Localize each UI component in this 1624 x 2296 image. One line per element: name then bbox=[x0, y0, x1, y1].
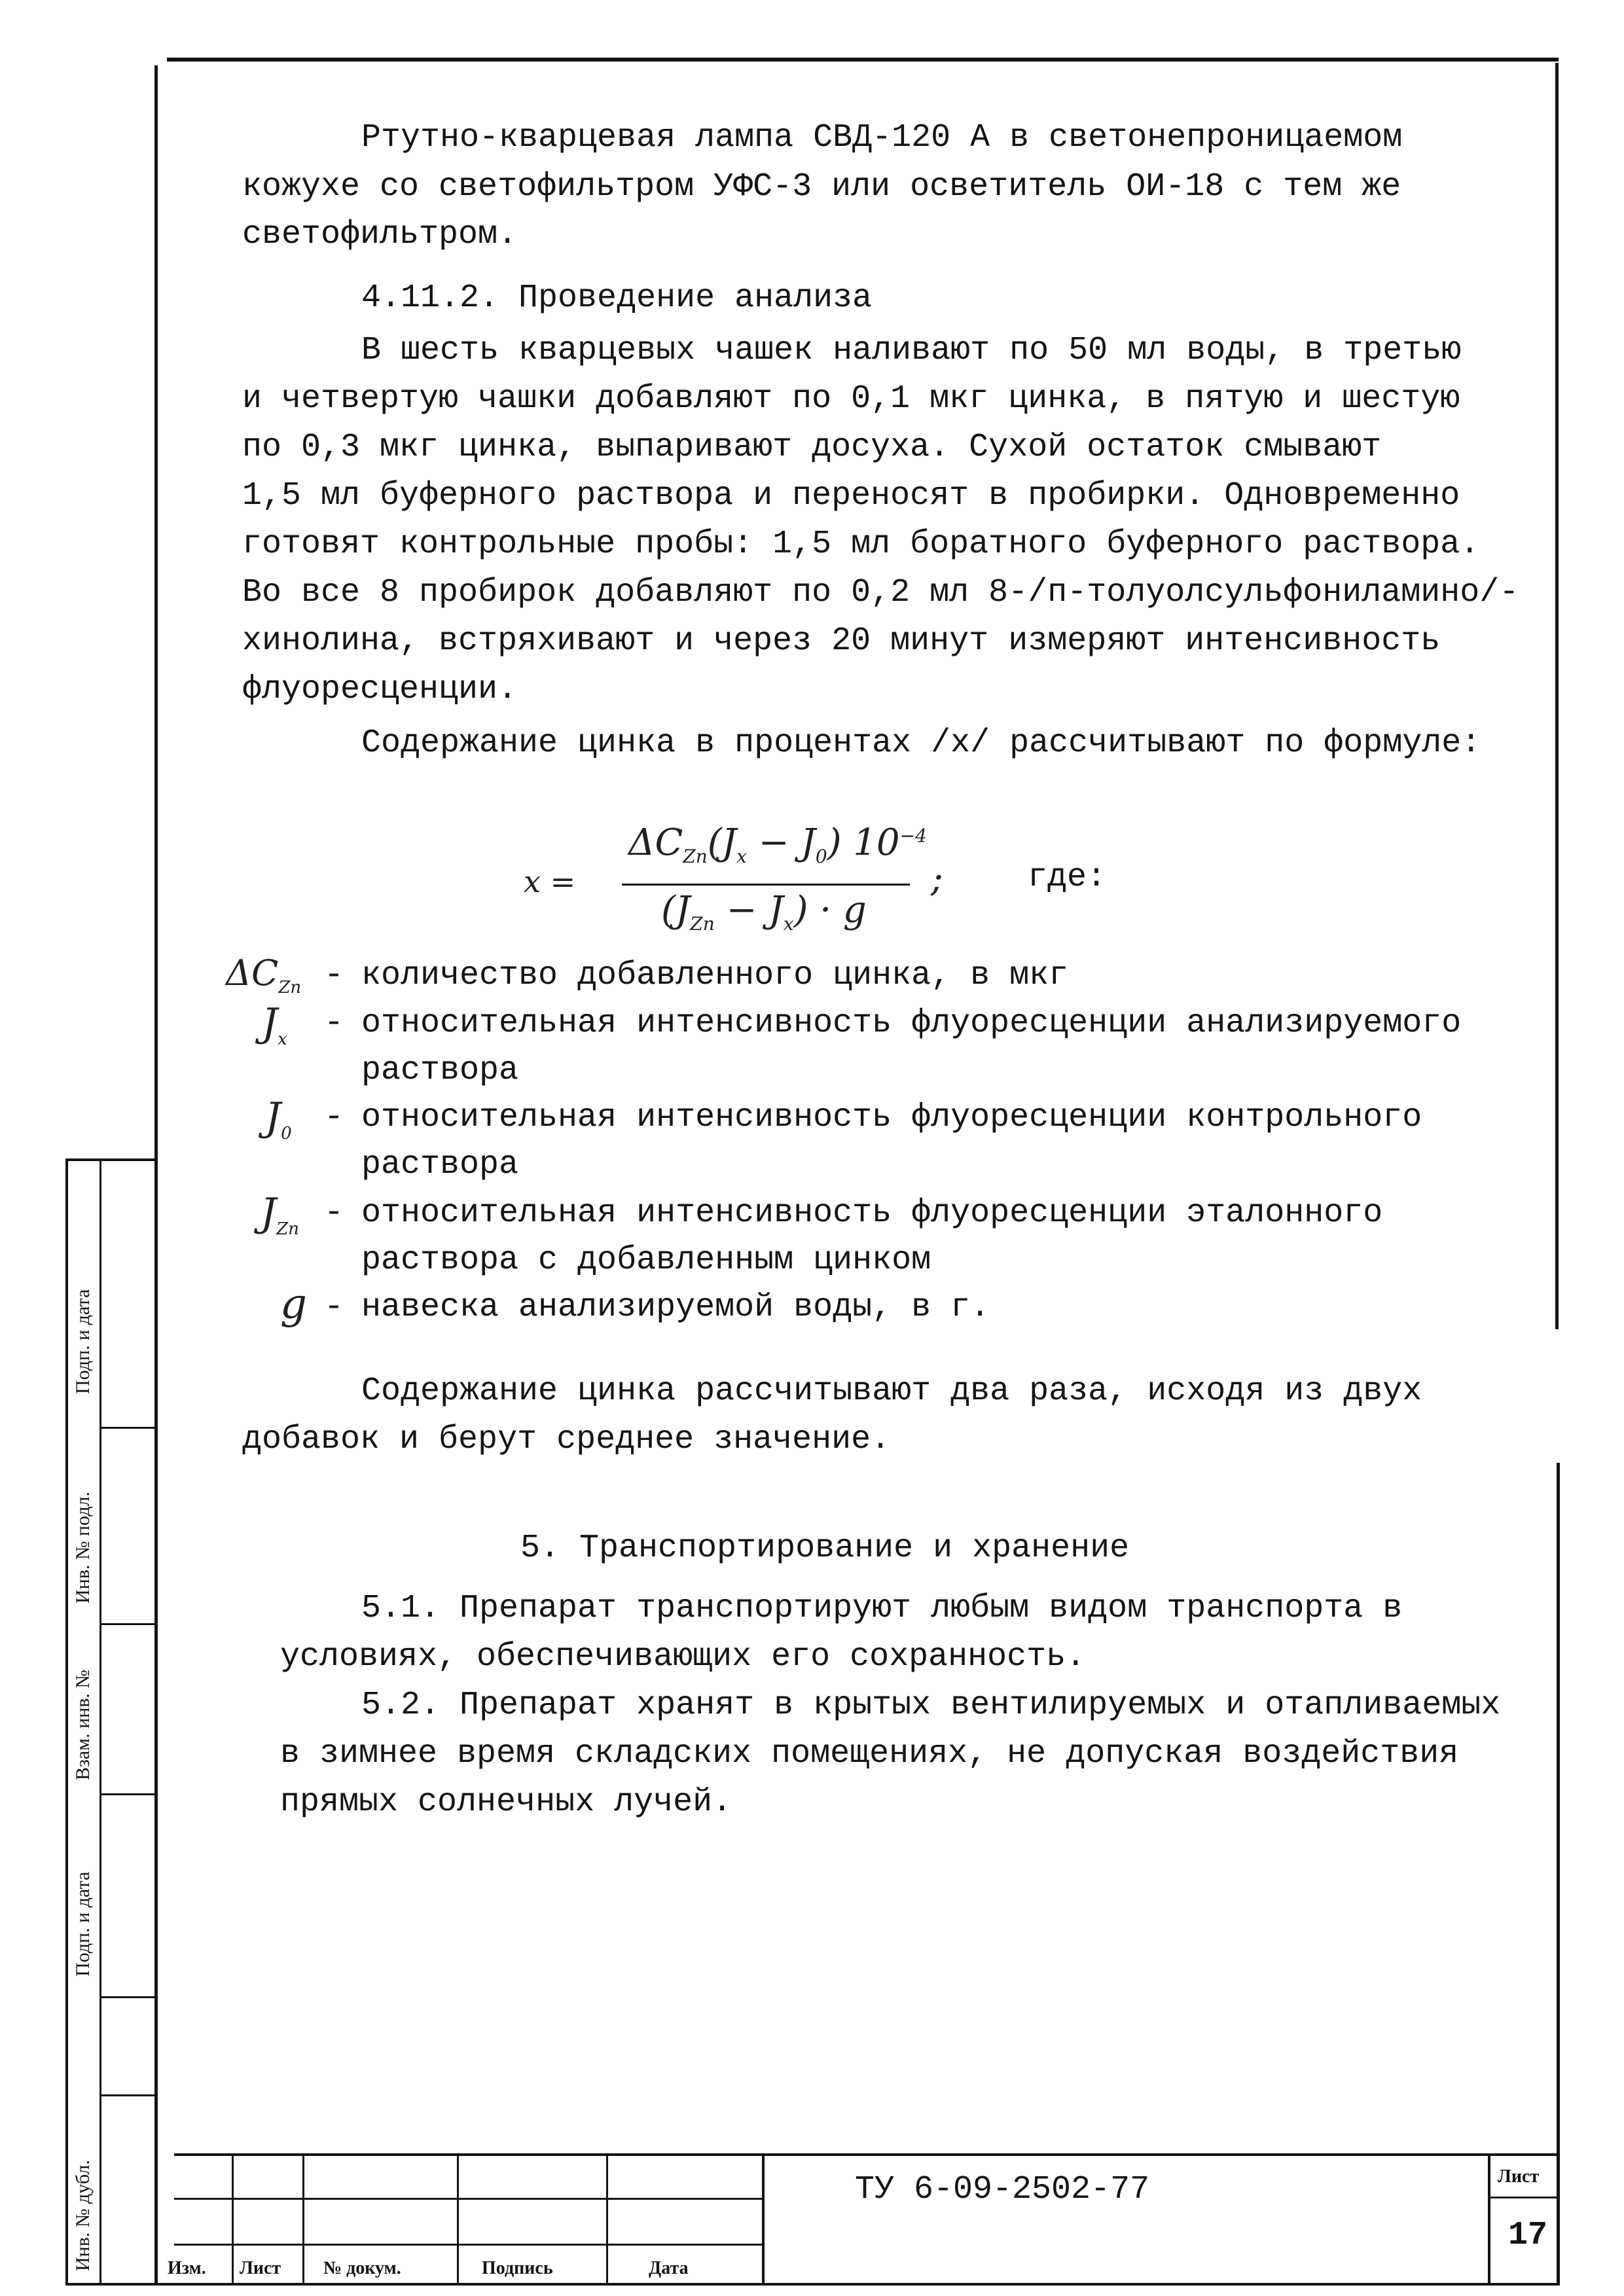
side-label-inv-podl: Инв. № подл. bbox=[72, 1492, 94, 1604]
title-block bbox=[154, 2153, 1560, 2284]
legend-dash-1: - bbox=[324, 957, 344, 994]
intro-line-1: Ртутно-кварцевая лампа СВД-120 А в светонепроницаемом bbox=[361, 119, 1403, 156]
calc-note-line-1: Содержание цинка рассчитывают два раза, исходя из двух bbox=[361, 1372, 1422, 1410]
legend-symbol-jzn: $J_{Zn}$ bbox=[261, 1190, 299, 1239]
side-label-podp-data-top: Подп. и дата bbox=[72, 1289, 94, 1394]
side-strip-sep-4 bbox=[99, 1996, 154, 1998]
legend-cont-3: раствора bbox=[361, 1146, 519, 1183]
section-5-1-line-1: 5.1. Препарат транспортируют любым видом транспорта в bbox=[361, 1590, 1403, 1627]
title-block-col-1 bbox=[232, 2153, 234, 2284]
title-block-row-2 bbox=[174, 2244, 763, 2246]
formula-where: где: bbox=[1028, 859, 1107, 896]
section-5-2-line-2: в зимнее время складских помещениях, не допуская воздействия bbox=[280, 1735, 1459, 1772]
section-4-11-2-heading: 4.11.2. Проведение анализа bbox=[361, 279, 873, 317]
section-5-2-line-3: прямых солнечных лучей. bbox=[280, 1784, 732, 1821]
title-block-top-line bbox=[174, 2153, 1560, 2156]
side-strip-top bbox=[65, 1158, 154, 1161]
analysis-line-5: готовят контрольные пробы: 1,5 мл боратного буферного раствора. bbox=[242, 526, 1480, 563]
legend-text-5: навеска анализируемой воды, в г. bbox=[361, 1289, 990, 1326]
sheet-number: 17 bbox=[1508, 2217, 1548, 2254]
side-strip-sep-2 bbox=[99, 1623, 154, 1625]
intro-line-3: светофильтром. bbox=[242, 216, 518, 253]
analysis-line-2: и четвертую чашки добавляют по 0,1 мкг цинка, в пятую и шестую bbox=[242, 380, 1460, 418]
legend-cont-2: раствора bbox=[361, 1052, 519, 1089]
title-label-dokum: № докум. bbox=[323, 2258, 401, 2278]
side-strip-sep-5 bbox=[99, 2094, 154, 2096]
formula-separator: ; bbox=[931, 857, 943, 900]
legend-symbol-g: g bbox=[280, 1280, 307, 1329]
analysis-line-8: флуоресценции. bbox=[242, 671, 518, 708]
title-block-col-5 bbox=[762, 2153, 765, 2284]
section-5-heading: 5. Транспортирование и хранение bbox=[520, 1530, 1130, 1567]
legend-text-2: относительная интенсивность флуоресценции анализируемого bbox=[361, 1005, 1462, 1042]
legend-dash-2: - bbox=[324, 1005, 344, 1042]
legend-symbol-dc-zn: $\Delta C_{Zn}$ bbox=[226, 952, 302, 997]
sheet-label: Лист bbox=[1498, 2166, 1540, 2187]
analysis-line-6: Во все 8 пробирок добавляют по 0,2 мл 8-/п-толуолсульфониламино/- bbox=[242, 574, 1519, 611]
section-5-1-line-2: условиях, обеспечивающих его сохранность. bbox=[280, 1638, 1086, 1676]
formula-intro: Содержание цинка в процентах /х/ рассчитывают по формуле: bbox=[361, 725, 1481, 762]
formula-fraction-bar bbox=[622, 884, 910, 886]
calc-note-line-2: добавок и берут среднее значение. bbox=[242, 1421, 891, 1458]
title-block-col-3 bbox=[457, 2153, 459, 2284]
side-label-podp-data-bottom: Подп. и дата bbox=[72, 1871, 94, 1977]
formula-numerator: $\Delta C_{Zn}(J_x - J_0)$ $10^{-4}$ bbox=[628, 821, 927, 868]
analysis-line-1: В шесть кварцевых чашек наливают по 50 мл воды, в третью bbox=[361, 332, 1462, 369]
legend-dash-5: - bbox=[324, 1289, 344, 1326]
side-label-vzam-inv: Взам. инв. № bbox=[72, 1669, 94, 1780]
analysis-line-4: 1,5 мл буферного раствора и переносят в пробирки. Одновременно bbox=[242, 477, 1460, 514]
frame-left-line bbox=[154, 65, 158, 2284]
title-block-col-4 bbox=[606, 2153, 608, 2284]
frame-top-line bbox=[167, 58, 1559, 62]
formula-denominator: $(J_{Zn} - J_x) \cdot g$ bbox=[661, 889, 867, 935]
section-5-2-line-1: 5.2. Препарат хранят в крытых вентилируемых и отапливаемых bbox=[361, 1687, 1501, 1724]
side-strip-outer bbox=[65, 1158, 68, 2284]
title-block-sheet-col bbox=[1488, 2153, 1490, 2284]
analysis-line-7: хинолина, встряхивают и через 20 минут измеряют интенсивность bbox=[242, 622, 1441, 660]
intro-line-2: кожухе со светофильтром УФС-3 или осветитель ОИ-18 с тем же bbox=[242, 168, 1401, 206]
legend-text-1: количество добавленного цинка, в мкг bbox=[361, 957, 1069, 994]
title-block-row-1 bbox=[174, 2198, 763, 2200]
analysis-line-3: по 0,3 мкг цинка, выпаривают досуха. Сухой остаток смывают bbox=[242, 429, 1382, 466]
title-label-data: Дата bbox=[649, 2258, 689, 2278]
title-block-col-2 bbox=[302, 2153, 304, 2284]
frame-right-line-upper bbox=[1555, 63, 1559, 1329]
title-label-izm: Изм. bbox=[168, 2258, 206, 2278]
legend-dash-3: - bbox=[324, 1099, 344, 1136]
side-strip-sep-3 bbox=[99, 1793, 154, 1795]
document-designation: ТУ 6-09-2502-77 bbox=[855, 2171, 1150, 2208]
title-block-sheet-row bbox=[1488, 2197, 1560, 2198]
legend-symbol-j0: $J_0$ bbox=[265, 1094, 292, 1143]
side-strip-divider bbox=[99, 1158, 101, 2284]
formula bbox=[517, 812, 1172, 962]
legend-cont-4: раствора с добавленным цинком bbox=[361, 1242, 931, 1279]
legend-symbol-jx: $J_x$ bbox=[262, 1000, 287, 1049]
side-label-inv-dubl: Инв. № дубл. bbox=[72, 2160, 94, 2271]
legend-text-4: относительная интенсивность флуоресценции эталонного bbox=[361, 1194, 1383, 1232]
side-stamp-strip bbox=[65, 1158, 154, 2284]
legend-text-3: относительная интенсивность флуоресценции контрольного bbox=[361, 1099, 1422, 1136]
side-strip-sep-1 bbox=[99, 1427, 154, 1429]
legend-dash-4: - bbox=[324, 1194, 344, 1232]
formula-lhs: x = bbox=[524, 864, 576, 899]
title-label-podpis: Подпись bbox=[482, 2258, 553, 2278]
title-label-list: Лист bbox=[240, 2258, 281, 2278]
